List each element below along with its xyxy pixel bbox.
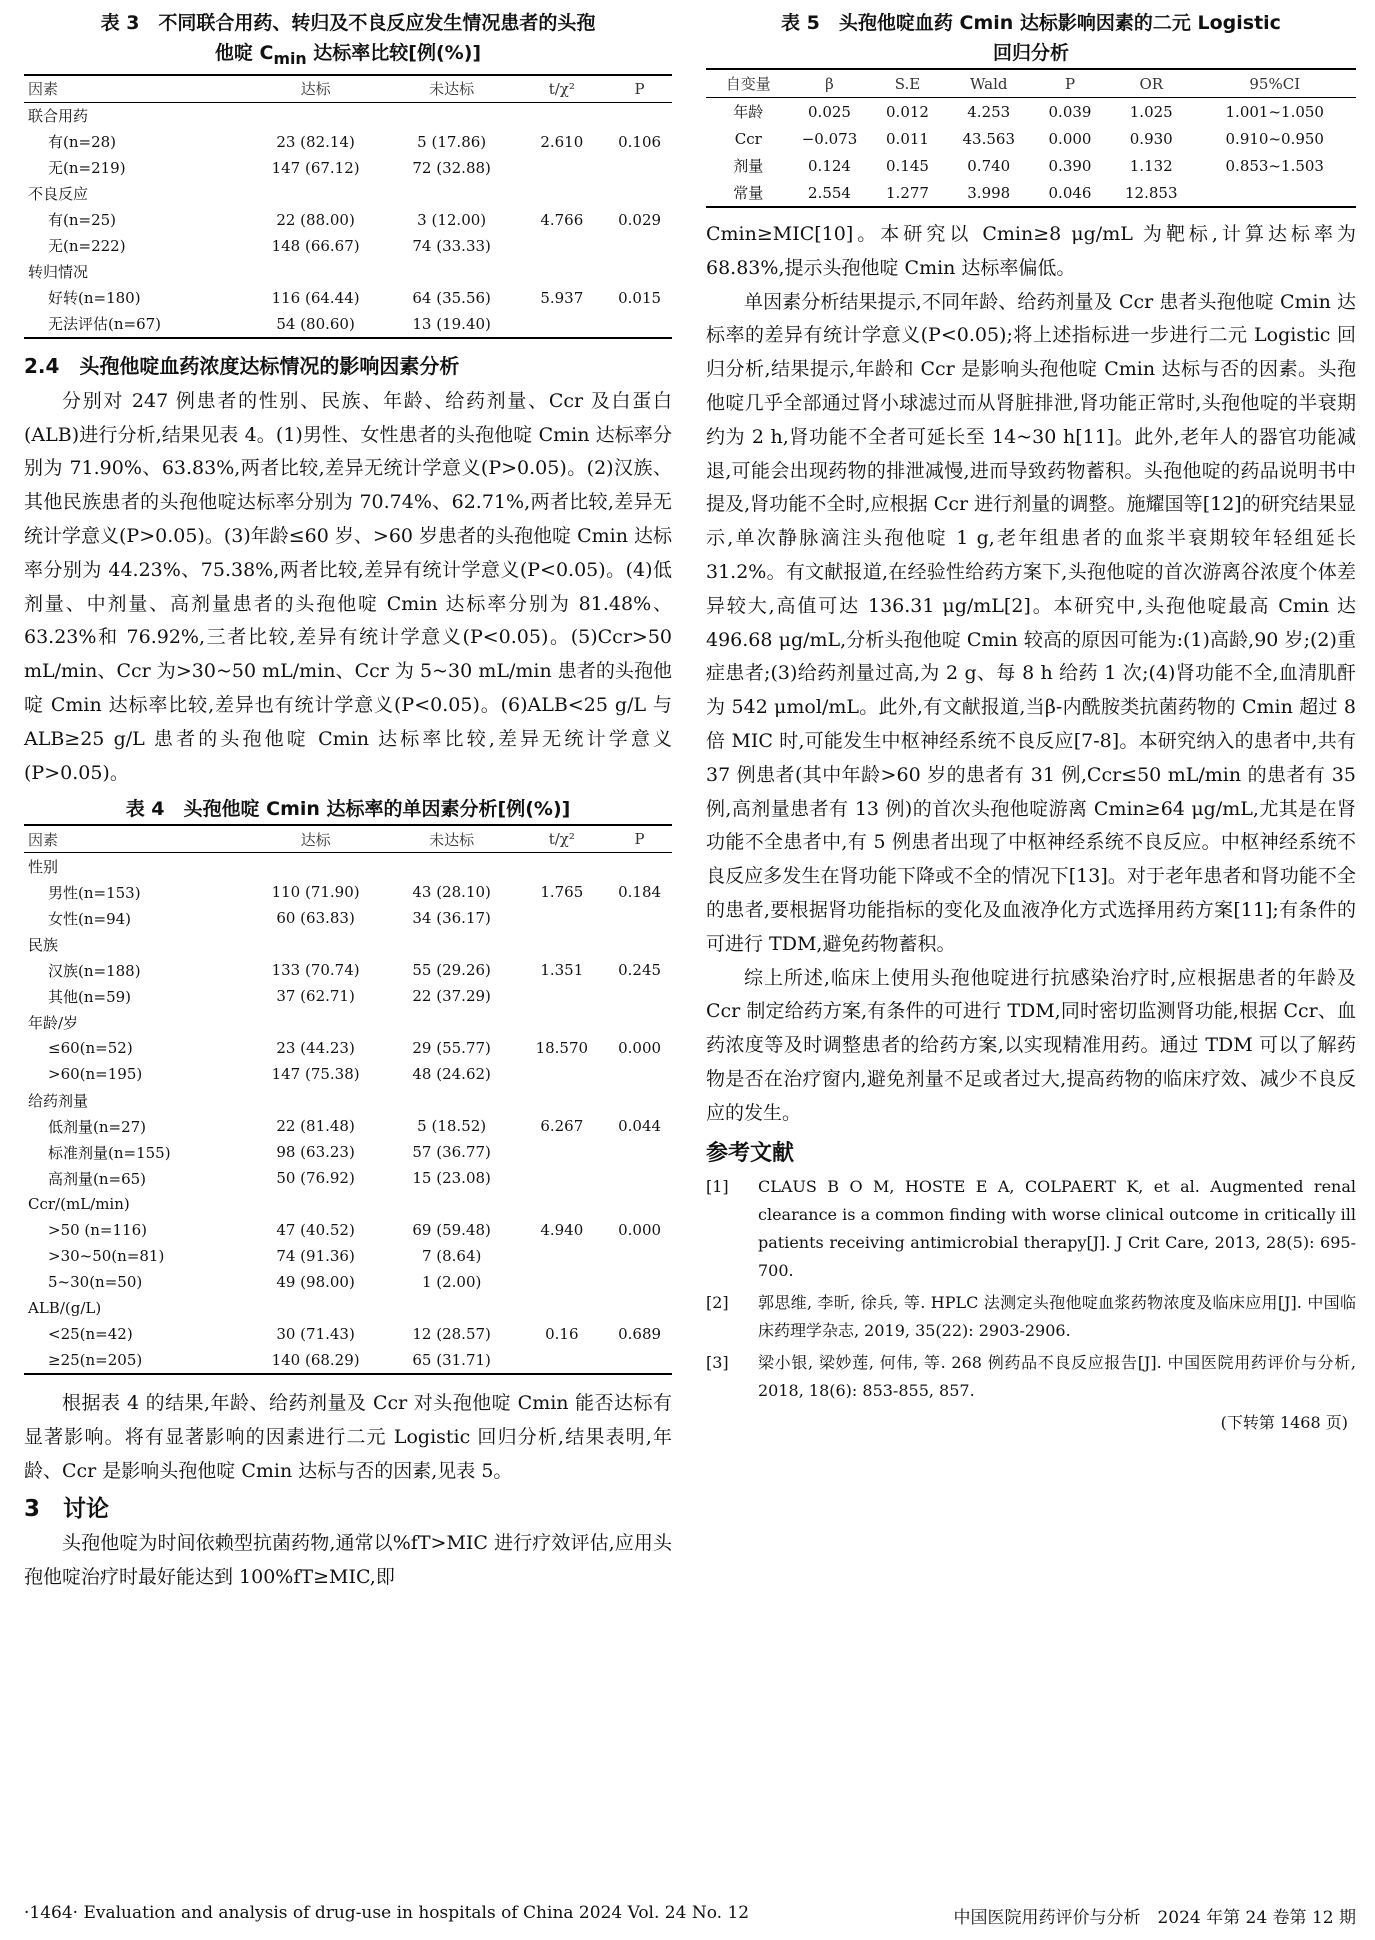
table-3-cell: 有(n=28): [48, 133, 117, 152]
left-column: [24, 8, 672, 1594]
table-4-cell: [516, 1009, 607, 1035]
table-4-group-row: [24, 931, 672, 957]
table-4-row: [24, 1243, 672, 1269]
table-3-cell: 72 (32.88): [412, 158, 491, 177]
table-4-cell: >50 (n=116): [48, 1221, 147, 1240]
table-5-cell: 0.025: [808, 102, 851, 121]
table-3-cell: [607, 311, 672, 338]
table-5-cell: 1.025: [1129, 102, 1173, 121]
table-4-cell: ≥25(n=205): [48, 1351, 143, 1370]
table-4-header-row: [24, 825, 672, 853]
table-5-cell: 年龄: [733, 103, 764, 121]
table-4-cell: [607, 905, 672, 931]
table-4-cell: 其他(n=59): [48, 987, 132, 1006]
table-4-cell: 37 (62.71): [276, 987, 355, 1006]
table-3-cell: 2.610: [540, 132, 584, 151]
table-4-cell: [607, 1139, 672, 1165]
table-3-row: [24, 233, 672, 259]
table-5-cell: 0.740: [967, 156, 1011, 175]
table-4-cell: 74 (91.36): [276, 1247, 355, 1266]
table-4-row: [24, 1269, 672, 1295]
table-5-cell: 0.000: [1048, 129, 1092, 148]
table-3-cell: 0.106: [618, 132, 662, 151]
table-4-row: [24, 983, 672, 1009]
table-3-header-cell: 未达标: [387, 75, 517, 103]
table-3-cell: [516, 259, 607, 285]
table-4-cell: 低剂量(n=27): [48, 1117, 147, 1136]
table-4-cell: 98 (63.23): [276, 1143, 355, 1162]
table-4-cell: 年龄/岁: [28, 1013, 79, 1032]
table-4-cell: 22 (81.48): [276, 1117, 355, 1136]
table-4-cell: 0.184: [618, 883, 662, 902]
table-3-grid: [24, 74, 672, 339]
table-4-cell: 43 (28.10): [412, 883, 491, 902]
table-4-cell: [244, 1295, 387, 1321]
table-4-cell: [516, 1139, 607, 1165]
table-5-cell: 0.046: [1048, 183, 1092, 202]
table-3-row: [24, 155, 672, 181]
footer-left: ·1464· Evaluation and analysis of drug-use in hospitals of China 2024 Vol. 24 No. 12: [24, 1903, 750, 1923]
table-4-cell: [244, 1191, 387, 1217]
table-5-cell: 0.039: [1048, 102, 1092, 121]
table-4-cell: 15 (23.08): [412, 1169, 491, 1188]
table-3-cell: 0.029: [618, 210, 662, 229]
table-4-header-cell: 未达标: [387, 825, 517, 853]
table-3-header-cell: 达标: [244, 75, 387, 103]
table-4-caption: 表 4 头孢他啶 Cmin 达标率的单因素分析[例(%)]: [125, 798, 571, 821]
reference-item: [706, 1289, 1356, 1345]
table-4-header-cell: 因素: [24, 825, 244, 853]
table-5-header-cell: S.E: [869, 69, 947, 98]
table-3-cell: [607, 259, 672, 285]
table-4-row: [24, 879, 672, 905]
table-3-cell: [244, 181, 387, 207]
table-4-cell: 57 (36.77): [412, 1143, 491, 1162]
table-3-cell: 74 (33.33): [412, 236, 491, 255]
table-3-cell: 23 (82.14): [276, 132, 355, 151]
table-5-cell: 0.930: [1129, 129, 1173, 148]
table-4-row: [24, 1035, 672, 1061]
table-4-cell: 133 (70.74): [271, 961, 360, 980]
table-4-cell: 30 (71.43): [276, 1325, 355, 1344]
table-5-cell: −0.073: [801, 129, 858, 148]
table-4-row: [24, 1347, 672, 1374]
table-5-cell: 43.563: [962, 129, 1015, 148]
table-4-cell: 1.765: [540, 883, 584, 902]
right-column: [706, 8, 1356, 1437]
table-4-group-row: [24, 853, 672, 880]
table-4-cell: 60 (63.83): [276, 909, 355, 928]
table-5: [706, 8, 1356, 208]
table-5-cell: 1.001~1.050: [1225, 102, 1324, 121]
table-5-cell: 2.554: [808, 183, 851, 202]
table-3-cell: 转归情况: [28, 263, 89, 282]
table-4-cell: 给药剂量: [28, 1091, 89, 1110]
table-4-group-row: [24, 1191, 672, 1217]
table-3-cell: [607, 102, 672, 129]
table-4-cell: 110 (71.90): [271, 883, 360, 902]
table-3-cell: [387, 102, 517, 129]
table-4-cell: 49 (98.00): [276, 1273, 355, 1292]
table-3-cell: [244, 102, 387, 129]
table-4-cell: 5~30(n=50): [48, 1273, 143, 1292]
table-4-cell: [516, 853, 607, 880]
table-4-cell: 女性(n=94): [48, 909, 132, 928]
table-3-row: [24, 207, 672, 233]
table-3-cell: [516, 102, 607, 129]
table-3: [24, 8, 672, 339]
table-4-cell: 65 (31.71): [412, 1351, 491, 1370]
table-5-header-cell: P: [1031, 69, 1109, 98]
table-5-header-cell: 自变量: [706, 69, 791, 98]
table-4-cell: 0.689: [618, 1325, 662, 1344]
table-4-cell: 47 (40.52): [276, 1221, 355, 1240]
reference-text: 梁小银, 梁妙莲, 何伟, 等. 268 例药品不良反应报告[J]. 中国医院用药评价与分析, 2018, 18(6): 853-855, 857.: [758, 1352, 1356, 1400]
section-3-heading: 3 讨论: [24, 1495, 110, 1522]
table-4-cell: 性别: [28, 857, 59, 876]
table-4-grid: [24, 824, 672, 1375]
table-3-cell: 54 (80.60): [276, 314, 355, 333]
table-3-cell: 4.766: [540, 210, 584, 229]
table-4-cell: 男性(n=153): [48, 883, 141, 902]
table-4-cell: [387, 931, 517, 957]
table-4-cell: 7 (8.64): [421, 1247, 482, 1266]
table-3-cell: 无法评估(n=67): [48, 315, 162, 334]
table-5-cell: 剂量: [733, 157, 764, 175]
references-list: [706, 1173, 1356, 1405]
table-3-cell: 无(n=219): [48, 159, 126, 178]
table-4-cell: ≤60(n=52): [48, 1039, 133, 1058]
table-3-header-cell: t/χ²: [516, 75, 607, 103]
table-4-cell: >30~50(n=81): [48, 1247, 165, 1266]
table-4-cell: [516, 1243, 607, 1269]
table-5-header-cell: β: [791, 69, 869, 98]
table-4-row: [24, 1321, 672, 1347]
table-3-cell: 联合用药: [28, 107, 89, 126]
table-5-caption: 表 5 头孢他啶血药 Cmin 达标影响因素的二元 Logistic 回归分析: [781, 12, 1281, 64]
table-5-cell: 4.253: [967, 102, 1011, 121]
table-3-cell: [516, 155, 607, 181]
table-4-cell: 标准剂量(n=155): [48, 1143, 171, 1162]
table-4-cell: [607, 1243, 672, 1269]
table-4-cell: [244, 853, 387, 880]
table-3-cell: 无(n=222): [48, 237, 126, 256]
table-5-cell: 0.145: [886, 156, 929, 175]
table-5-cell: 0.124: [808, 156, 851, 175]
table-4-cell: <25(n=42): [48, 1325, 133, 1344]
table-4-cell: 6.267: [540, 1117, 584, 1136]
table-4-cell: [607, 1061, 672, 1087]
reference-item: [706, 1173, 1356, 1285]
table-3-row: [24, 311, 672, 338]
table-3-cell: [607, 233, 672, 259]
table-4-cell: 1.351: [540, 961, 584, 980]
table-4-cell: 0.16: [545, 1325, 579, 1344]
table-3-row: [24, 129, 672, 155]
table-4-cell: 50 (76.92): [276, 1169, 355, 1188]
table-5-row: [706, 125, 1356, 152]
table-4-cell: ALB/(g/L): [28, 1299, 102, 1318]
table-5-row: [706, 98, 1356, 126]
table-3-cell: [244, 259, 387, 285]
table-5-row: [706, 152, 1356, 179]
table-3-caption: 表 3 不同联合用药、转归及不良反应发生情况患者的头孢 他啶 $C_{min}$ 达标率比较[例(%)]: [100, 12, 596, 68]
table-4-cell: 民族: [28, 935, 59, 954]
table-3-cell: [516, 233, 607, 259]
table-4-row: [24, 1061, 672, 1087]
table-5-cell: 0.012: [886, 102, 929, 121]
table-4-cell: 0.245: [618, 961, 662, 980]
table-3-cell: [387, 259, 517, 285]
paragraph-after-table-4: 根据表 4 的结果,年龄、给药剂量及 Ccr 对头孢他啶 Cmin 能否达标有显著影响。将有显著影响的因素进行二元 Logistic 回归分析,结果表明,年龄、Ccr 是影响头孢他啶 Cmin 达标与否的因素,见表 5。: [24, 1392, 672, 1482]
reference-number: [3]: [706, 1352, 729, 1372]
table-4-group-row: [24, 1009, 672, 1035]
table-4-cell: >60(n=195): [48, 1065, 143, 1084]
table-4-row: [24, 1139, 672, 1165]
table-4-cell: 0.000: [618, 1039, 662, 1058]
table-3-cell: [516, 181, 607, 207]
table-4-cell: 0.000: [618, 1221, 662, 1240]
table-4-cell: [607, 1269, 672, 1295]
reference-text: 郭思维, 李昕, 徐兵, 等. HPLC 法测定头孢他啶血浆药物浓度及临床应用[J]. 中国临床药理学杂志, 2019, 35(22): 2903-2906.: [758, 1292, 1356, 1340]
discussion-paragraph-3: 综上所述,临床上使用头孢他啶进行抗感染治疗时,应根据患者的年龄及 Ccr 制定给药方案,有条件的可进行 TDM,同时密切监测肾功能,根据 Ccr、血药浓度等及时调整患者的给药方案,以实现精准用药。通过 TDM 可以了解药物是否在治疗窗内,避免剂量不足或者过大,提高药物的临床疗效、减少不良反应的发生。: [706, 966, 1356, 1124]
table-4-cell: 147 (75.38): [271, 1065, 360, 1084]
table-4-row: [24, 1113, 672, 1139]
table-5-header-cell: Wald: [947, 69, 1032, 98]
table-4-cell: [516, 905, 607, 931]
table-4-cell: [607, 1347, 672, 1374]
table-3-cell: [607, 181, 672, 207]
table-4-cell: 22 (37.29): [412, 987, 491, 1006]
table-4-cell: [516, 1191, 607, 1217]
table-5-cell: 0.390: [1048, 156, 1092, 175]
table-4-cell: 48 (24.62): [412, 1065, 491, 1084]
table-4-group-row: [24, 1295, 672, 1321]
table-4-cell: 汉族(n=188): [48, 961, 141, 980]
table-4-cell: 1 (2.00): [421, 1273, 482, 1292]
continued-on-page-note: (下转第 1468 页): [1220, 1412, 1348, 1432]
table-4-cell: 高剂量(n=65): [48, 1169, 147, 1188]
table-5-cell: 常量: [733, 184, 764, 202]
table-3-cell: 22 (88.00): [276, 210, 355, 229]
table-4-cell: 0.044: [618, 1117, 662, 1136]
table-4-cell: [607, 1191, 672, 1217]
table-5-cell: 0.853~1.503: [1225, 156, 1324, 175]
table-3-cell: 64 (35.56): [412, 288, 491, 307]
table-4-cell: 140 (68.29): [271, 1351, 360, 1370]
table-4-cell: [516, 1295, 607, 1321]
table-3-group-row: [24, 181, 672, 207]
table-5-cell: 1.132: [1129, 156, 1173, 175]
table-3-cell: 0.015: [618, 288, 662, 307]
table-4-cell: [244, 1087, 387, 1113]
table-4-cell: [387, 1191, 517, 1217]
section-2-4-paragraph: 分别对 247 例患者的性别、民族、年龄、给药剂量、Ccr 及白蛋白(ALB)进行分析,结果见表 4。(1)男性、女性患者的头孢他啶 Cmin 达标率分别为 71.90%、63.83%,两者比较,差异无统计学意义(P>0.05)。(2)汉族、其他民族患者的头孢他啶达标率分别为 70.74%、62.71%,两者比较,差异无统计学意义(P>0.05)。(3)年龄≤60 岁、>60 岁患者的头孢他啶 Cmin 达标率分别为 44.23%、75.38%,两者比较,差异有统计学意义(P<0.05)。(4)低剂量、中剂量、高剂量患者的头孢他啶 Cmin 达标率分别为 81.48%、63.23%和 76.92%,三者比较,差异有统计学意义(P<0.05)。(5)Ccr>50 mL/min、Ccr 为>30~50 mL/min、Ccr 为 5~30 mL/min 患者的头孢他啶 Cmin 达标率比较,差异也有统计学意义(P<0.05)。(6)ALB<25 g/L 与 ALB≥25 g/L 患者的头孢他啶 Cmin 达标率比较,差异无统计学意义(P>0.05)。: [24, 389, 672, 784]
table-4-row: [24, 1165, 672, 1191]
table-4-header-cell: t/χ²: [516, 825, 607, 853]
table-4-cell: 5 (18.52): [417, 1117, 487, 1136]
table-4-cell: [387, 1087, 517, 1113]
table-4-cell: [516, 1087, 607, 1113]
table-4-cell: [607, 1009, 672, 1035]
table-4-cell: 55 (29.26): [412, 961, 491, 980]
table-4-group-row: [24, 1087, 672, 1113]
table-4-cell: [387, 1009, 517, 1035]
table-4-cell: 34 (36.17): [412, 909, 491, 928]
table-5-cell: [1194, 179, 1357, 207]
table-3-cell: 5.937: [540, 288, 584, 307]
table-4-cell: [607, 983, 672, 1009]
table-4-cell: [516, 1269, 607, 1295]
table-3-header-cell: P: [607, 75, 672, 103]
table-3-cell: 有(n=25): [48, 211, 117, 230]
table-5-header-cell: 95%CI: [1194, 69, 1357, 98]
references-heading: 参考文献: [706, 1140, 795, 1166]
discussion-paragraph-2: 单因素分析结果提示,不同年龄、给药剂量及 Ccr 患者头孢他啶 Cmin 达标率的差异有统计学意义(P<0.05);将上述指标进一步进行二元 Logistic 回归分析,结果提示,年龄和 Ccr 是影响头孢他啶 Cmin 达标与否的因素。头孢他啶几乎全部通过肾小球滤过而从肾脏排泄,肾功能正常时,头孢他啶的半衰期约为 2 h,肾功能不全者可延长至 14~30 h[11]。此外,老年人的器官功能减退,可能会出现药物的排泄减慢,进而导致药物蓄积。头孢他啶的药品说明书中提及,肾功能不全时,应根据 Ccr 进行剂量的调整。施耀国等[12]的研究结果显示,单次静脉滴注头孢他啶 1 g,老年组患者的血浆半衰期较年轻组延长 31.2%。有文献报道,在经验性给药方案下,头孢他啶的首次游离谷浓度个体差异较大,高值可达 136.31 μg/mL[2]。本研究中,头孢他啶最高 Cmin 达 496.68 μg/mL,分析头孢他啶 Cmin 较高的原因可能为:(1)高龄,90 岁;(2)重症患者;(3)给药剂量过高,为 2 g、每 8 h 给药 1 次;(4)肾功能不全,血清肌酐为 542 μmol/mL。此外,有文献报道,当β-内酰胺类抗菌药物的 Cmin 超过 8 倍 MIC 时,可能发生中枢神经系统不良反应[7-8]。本研究纳入的患者中,共有 37 例患者(其中年龄>60 岁的患者有 31 例,Ccr≤50 mL/min 的患者有 35 例,高剂量患者有 13 例)的首次头孢他啶游离 Cmin≥64 μg/mL,尤其是在肾功能不全患者中,有 5 例患者出现了中枢神经系统不良反应。中枢神经系统不良反应多发生在肾功能下降或不全的情况下[13]。对于老年患者和肾功能不全的患者,要根据肾功能指标的变化及血液净化方式选择用药方案[11];有条件的可进行 TDM,避免药物蓄积。: [706, 290, 1356, 955]
discussion-continued-paragraph: Cmin≥MIC[10]。本研究以 Cmin≥8 μg/mL 为靶标,计算达标率为 68.83%,提示头孢他啶 Cmin 达标率偏低。: [706, 223, 1356, 279]
table-4-cell: 4.940: [540, 1221, 584, 1240]
table-4-cell: [387, 853, 517, 880]
table-4-cell: [607, 931, 672, 957]
table-4-row: [24, 905, 672, 931]
table-4: [24, 794, 672, 1375]
table-5-header-row: [706, 69, 1356, 98]
table-3-row: [24, 285, 672, 311]
table-3-cell: 148 (66.67): [271, 236, 360, 255]
reference-text: CLAUS B O M, HOSTE E A, COLPAERT K, et al. Augmented renal clearance is a common finding with worse clinical outcome in critically ill patients receiving antimicrobial therapy[J]. J Crit Care, 2013, 28(5): 695-700.: [758, 1176, 1356, 1280]
table-5-cell: Ccr: [734, 129, 762, 148]
footer-right: 中国医院用药评价与分析 2024 年第 24 卷第 12 期: [953, 1908, 1356, 1928]
table-3-group-row: [24, 102, 672, 129]
table-3-header-cell: 因素: [24, 75, 244, 103]
table-3-cell: 116 (64.44): [271, 288, 360, 307]
table-4-header-cell: P: [607, 825, 672, 853]
table-5-header-cell: OR: [1109, 69, 1194, 98]
table-4-cell: [387, 1295, 517, 1321]
table-4-cell: 12 (28.57): [412, 1325, 491, 1344]
table-5-cell: 0.910~0.950: [1225, 129, 1324, 148]
section-3-paragraph: 头孢他啶为时间依赖型抗菌药物,通常以%fT>MIC 进行疗效评估,应用头孢他啶治疗时最好能达到 100%fT≥MIC,即: [24, 1531, 672, 1588]
table-4-row: [24, 957, 672, 983]
table-3-cell: [516, 311, 607, 338]
table-4-cell: Ccr/(mL/min): [28, 1195, 130, 1214]
table-4-cell: [516, 931, 607, 957]
table-4-cell: [607, 1087, 672, 1113]
table-4-cell: [244, 1009, 387, 1035]
table-5-cell: 3.998: [967, 183, 1011, 202]
table-3-cell: 好转(n=180): [48, 289, 141, 308]
table-5-row: [706, 179, 1356, 207]
reference-number: [1]: [706, 1176, 729, 1196]
table-4-header-cell: 达标: [244, 825, 387, 853]
table-5-grid: [706, 68, 1356, 208]
table-4-cell: [607, 1295, 672, 1321]
table-3-cell: 147 (67.12): [271, 158, 360, 177]
table-4-cell: 23 (44.23): [276, 1039, 355, 1058]
page-footer: [24, 1903, 1356, 1928]
table-4-cell: 29 (55.77): [412, 1039, 491, 1058]
table-4-cell: [516, 983, 607, 1009]
table-3-cell: 5 (17.86): [417, 132, 487, 151]
table-4-cell: [516, 1347, 607, 1374]
table-4-cell: 18.570: [535, 1039, 589, 1058]
table-5-cell: 12.853: [1125, 183, 1178, 202]
table-3-cell: 13 (19.40): [412, 314, 491, 333]
table-5-cell: 1.277: [886, 183, 929, 202]
section-2-4-heading: 2.4 头孢他啶血药浓度达标情况的影响因素分析: [24, 353, 460, 378]
table-3-cell: 不良反应: [28, 185, 89, 204]
table-4-cell: [607, 853, 672, 880]
table-3-header-row: [24, 75, 672, 103]
table-4-cell: [516, 1165, 607, 1191]
table-3-cell: [387, 181, 517, 207]
table-4-cell: 69 (59.48): [412, 1221, 491, 1240]
table-4-cell: [516, 1061, 607, 1087]
table-4-cell: [607, 1165, 672, 1191]
table-3-cell: [607, 155, 672, 181]
table-4-cell: [244, 931, 387, 957]
table-5-cell: 0.011: [886, 129, 929, 148]
table-3-cell: 3 (12.00): [417, 210, 487, 229]
table-4-row: [24, 1217, 672, 1243]
reference-item: [706, 1349, 1356, 1405]
table-3-group-row: [24, 259, 672, 285]
reference-number: [2]: [706, 1292, 729, 1312]
